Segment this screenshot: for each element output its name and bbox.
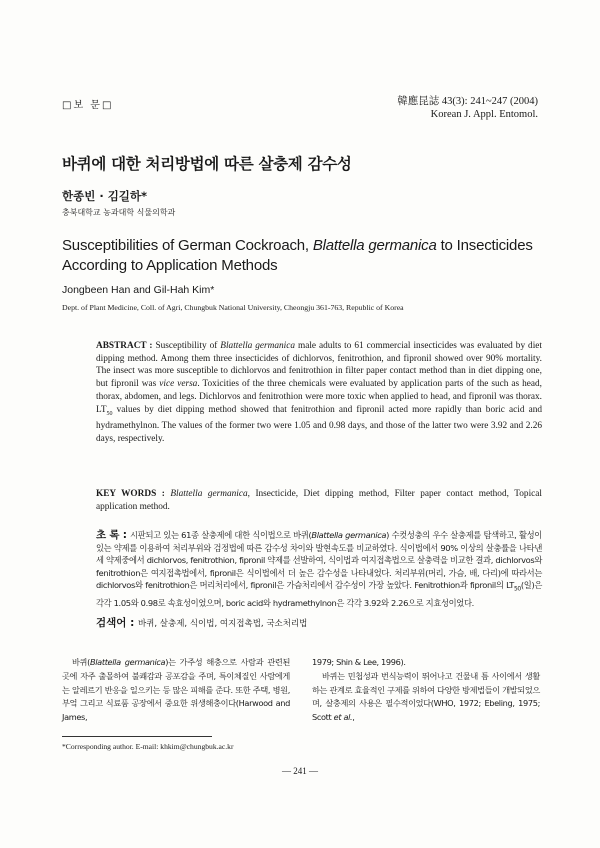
title-english-species: Blattella germanica <box>312 237 437 254</box>
title-english <box>62 236 542 276</box>
authors-english: Jongbeen Han and Gil-Hah Kim* <box>62 284 215 296</box>
abstract-label: ABSTRACT : <box>96 341 156 351</box>
title-korean: 바퀴에 대한 처리방법에 따른 살충제 감수성 <box>62 155 352 173</box>
body-et-al: et al. <box>333 712 353 723</box>
keywords-english <box>96 488 542 513</box>
title-english-part1: Susceptibilities of German Cockroach, <box>62 237 313 254</box>
journal-citation <box>397 95 538 121</box>
keywords-label: KEY WORDS : <box>96 489 171 499</box>
abstract-english <box>96 340 542 445</box>
abstract-korean-species: Blattella germanica <box>311 530 387 540</box>
body-text: 1979; Shin & Lee, 1996). <box>312 657 406 667</box>
abstract-korean-text: 시판되고 있는 61종 살충제에 대한 식이법으로 바퀴( <box>130 530 312 540</box>
journal-citation-line2: Korean J. Appl. Entomol. <box>430 109 538 120</box>
abstract-korean-subscript: 50 <box>513 586 521 594</box>
body-column-right <box>312 656 540 725</box>
title-english-part2: to Insecticides According to Application Methods <box>62 237 533 274</box>
keywords-korean <box>96 615 307 630</box>
keywords-korean-text: 바퀴, 살충제, 식이법, 여지접촉법, 국소처리법 <box>137 619 308 629</box>
abstract-korean <box>96 529 542 609</box>
section-label: □보 문□ <box>62 100 114 111</box>
authors-korean: 한종빈 · 김길하* <box>62 189 148 203</box>
body-text: 바퀴는 민첩성과 번식능력이 뛰어나고 건물내 틈 사이에서 생활하는 관계로 효율적인 구제를 위하여 다양한 방제법들이 개발되었으며, 살충제의 사용은 필수적이었다(WHO, 1972; Ebeling, 1975; Scott <box>312 670 540 723</box>
abstract-species: Blattella germanica <box>220 341 296 351</box>
keywords-text: , Insecticide, Diet dipping method, Filter paper contact method, Topical application method. <box>96 489 543 512</box>
footnote: *Corresponding author. E-mail: khkim@chungbuk.ac.kr <box>62 742 234 751</box>
abstract-korean-text: ) 수컷성충의 우수 살충제를 탐색하고, 활성이 있는 약제를 이용하여 처리부위와 검정법에 따른 감수성 차이와 발현속도를 비교하였다. 식이법에서 90% 이상의 살충률을 나타낸 세 약제중에서 dichlorvos, fenitrothion, fipronil 약제를 선발하여, 식이법과 여지접촉법으로 살충력을 비교한 결과, dichlorvos와 fenitrothion은 여지접촉법에서, fipronil은 식이법에서 더 높은 감수성을 나타내었다. 처리부위(머리, 가슴, 배, 다리)에 따라서는 dichlorvos와 fenitrothion은 머리처리에서, fipronil은 가슴처리에서 감수성이 가장 높았다. Fenitrothion과 fipronil의 LT <box>96 530 542 591</box>
abstract-subscript: 50 <box>106 410 113 417</box>
journal-citation-line1: 韓應昆誌 43(3): 241~247 (2004) <box>397 96 538 107</box>
abstract-text: Susceptibility of <box>155 341 221 351</box>
affiliation-english: Dept. of Plant Medicine, Coll. of Agri, Chungbuk National University, Cheongju 361-763, Republic of Korea <box>62 303 404 312</box>
keywords-species: Blattella germanica <box>170 489 248 499</box>
abstract-korean-text: (일)은 각각 1.05와 0.98로 속효성이었으며, boric acid와 hydramethylnon은 각각 3.92와 2.26으로 지효성이었다. <box>96 580 542 608</box>
abstract-text: values by diet dipping method showed that fenitrothion and fipronil acted more rapidly than boric acid and hydramethylnon. The values of the former two were 1.05 and 0.98 days, and those of the latter two were 3.92 and 2.26 days, respectively. <box>96 404 542 444</box>
affiliation-korean: 충북대학교 농과대학 식물의학과 <box>62 208 176 217</box>
body-column-left <box>62 656 290 725</box>
body-species: Blattella germanica <box>89 657 166 667</box>
abstract-text: male adults to 61 commercial insecticides was evaluated by diet dipping method. Among them three insecticides of dichlorvos, fenitrothion, and fipronil showed over 90% mortality. The insect was more susceptible to dichlorvos and fenitrothion in filter paper contact method than in diet dipping one, but fipronil was <box>96 341 542 390</box>
abstract-vice-versa: vice versa <box>159 379 198 390</box>
body-text: , <box>352 712 355 723</box>
page-number: — 241 — <box>282 766 318 776</box>
abstract-text: . Toxicities of the three chemicals were evaluated by application parts of the such as head, thorax, abdomen, and legs. Dichlorvos and fenitrothion were more toxic when applied to head, and fipronil was thorax. LT <box>96 379 542 415</box>
body-text: )는 가주성 해충으로 사람과 관련된 곳에 자주 출몰하여 불쾌감과 공포감을 주며, 특이체질인 사람에게는 알레르기 반응을 일으키는 등 많은 피해를 준다. 또한 주택, 병원, 부엌 그리고 식료품 공장에서 중요한 위생해충이다(Harwood and James, <box>62 657 291 723</box>
footnote-divider <box>62 736 212 737</box>
abstract-korean-label: 초 록 : <box>96 529 131 541</box>
keywords-korean-label: 검색어 : <box>96 617 138 629</box>
body-text: 바퀴( <box>72 657 90 667</box>
